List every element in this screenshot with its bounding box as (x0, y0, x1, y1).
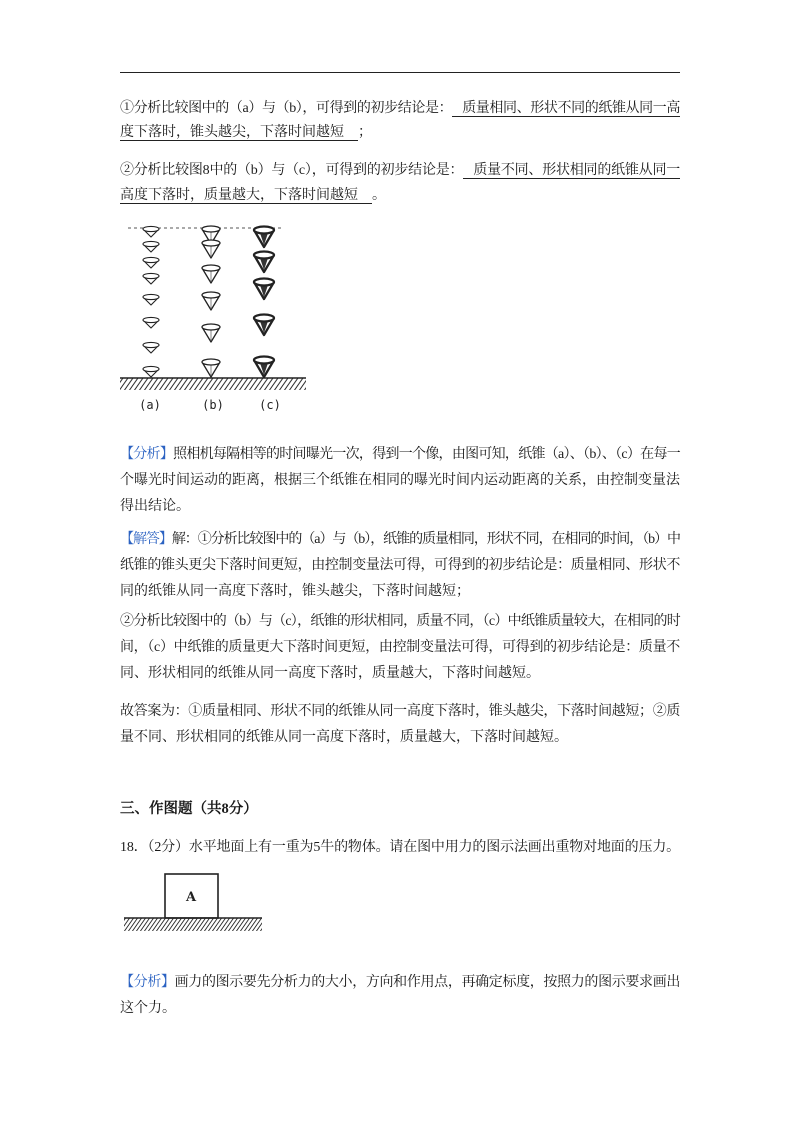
figure-label-b: (b) (202, 398, 224, 412)
paper-cone-rim (202, 226, 220, 232)
paper-cone-rim (254, 357, 274, 364)
conclusion-2-line-1 (120, 158, 680, 183)
paper-cone-a (143, 342, 159, 353)
conclusion-1-answer-part-1: 质量相同、形状不同的纸锥从同一高 (452, 101, 680, 117)
final-answer (120, 699, 680, 751)
paper-cone-rim (202, 324, 220, 330)
conclusion-2-prompt: ②分析比较图8中的（b）与（c），可得到的初步结论是： (120, 163, 464, 178)
figure-label-c: (c) (259, 398, 281, 412)
paper-cone-b (202, 292, 220, 310)
solution-part-2-line-2: 间，（c）中纸锥的质量更大下落时间更短，由控制变量法可得，可得到的初步结论是：质量不 (120, 640, 680, 655)
ground-hatching (124, 918, 262, 931)
paper-cone-c (254, 252, 274, 273)
analysis-18-label: 【分析】 (120, 975, 175, 990)
paper-cone-rim (143, 257, 159, 262)
ground-hatching (120, 378, 306, 390)
final-answer-line-2: 量不同、形状相同的纸锥从同一高度下落时，质量越大，下落时间越短。 (120, 730, 568, 745)
figure-label-a: (a) (139, 398, 161, 412)
paper-cone-b (202, 359, 220, 377)
paper-cone-c (254, 227, 274, 248)
paper-cone-rim (143, 273, 159, 278)
solution-section (120, 527, 680, 605)
conclusion-2-line-2 (120, 183, 680, 208)
paper-cone-rim (254, 252, 274, 259)
analysis-18-text-1: 画力的图示要先分析力的大小，方向和作用点，再确定标度，按照力的图示要求画出 (174, 975, 681, 990)
analysis-text-1: 照相机每隔相等的时间曝光一次，得到一个像，由图可知，纸锥（a）、（b）、（c）在每一 (173, 447, 680, 462)
solution-part-2-line-3: 同、形状相同的纸锥从同一高度下落时，质量越大，下落时间越短。 (120, 666, 540, 681)
question-18 (120, 835, 680, 861)
conclusion-2-answer-part-1: 质量不同、形状相同的纸锥从同一 (463, 163, 680, 179)
solution-text-1: 解：①分析比较图中的（a）与（b），纸锥的质量相同，形状不同，在相同的时间，（b）中 (171, 532, 681, 547)
analysis-label: 【分析】 (120, 447, 174, 462)
analysis-line-1 (120, 442, 680, 468)
final-answer-line-1: 故答案为：①质量相同、形状不同的纸锥从同一高度下落时，锥头越尖，下落时间越短；②质 (120, 704, 681, 719)
conclusion-1-answer-part-2: 度下落时，锥头越尖，下落时间越短 (120, 125, 358, 141)
paper-cone-rim (143, 317, 159, 322)
paper-cone-rim (202, 292, 220, 298)
paper-cone-rim (254, 279, 274, 286)
paper-cone-a (143, 226, 159, 237)
paper-cone-a (143, 366, 159, 377)
paper-cone-b (202, 240, 220, 258)
top-rule (120, 72, 680, 73)
paper-cone-b (202, 324, 220, 342)
analysis-18-section (120, 970, 680, 1022)
section-heading (120, 796, 680, 822)
solution-line-2: 纸锥的锥头更尖下落时间更短，由控制变量法可得，可得到的初步结论是：质量相同、形状不 (120, 558, 681, 573)
paper-cone-rim (143, 294, 159, 299)
paper-cone-rim (254, 315, 274, 322)
paper-cone-a (143, 294, 159, 305)
analysis-18-line-1 (120, 970, 680, 996)
block-label: A (185, 890, 197, 905)
solution-part-2-line-1: ②分析比较图中的（b）与（c），纸锥的形状相同，质量不同，（c）中纸锥质量较大，在相同的时 (120, 614, 680, 629)
solution-part-2 (120, 609, 680, 687)
paper-cone-c (254, 279, 274, 300)
paper-cone-c (254, 357, 274, 378)
paper-cone-rim (143, 342, 159, 347)
block-on-ground-figure (120, 866, 270, 938)
paper-cone-a (143, 257, 159, 268)
conclusion-1-line-1 (120, 97, 680, 121)
paper-cone-rim (254, 227, 274, 234)
analysis-18-line-2: 这个力。 (120, 1001, 176, 1016)
analysis-line-3: 得出结论。 (120, 499, 190, 514)
paper-cone-rim (143, 366, 159, 371)
conclusion-2-punctuation: 。 (372, 188, 386, 203)
paper-cone-rim (202, 265, 220, 271)
analysis-line-2: 个曝光时间运动的距离，根据三个纸锥在相同的曝光时间内运动距离的关系，由控制变量法 (120, 473, 680, 488)
conclusion-2 (120, 158, 680, 208)
falling-cones-figure (118, 218, 318, 418)
conclusion-1-punctuation: ； (358, 125, 372, 140)
paper-cone-b (202, 265, 220, 283)
paper-cone-c (254, 315, 274, 336)
paper-cone-rim (202, 359, 220, 365)
analysis-section (120, 442, 680, 520)
paper-cone-rim (202, 240, 220, 246)
conclusion-1-line-2 (120, 121, 680, 145)
cone-columns (143, 226, 274, 377)
solution-line-3: 同的纸锥从同一高度下落时，锥头越尖，下落时间越短； (120, 584, 470, 599)
section-heading-text: 三、作图题（共8分） (120, 801, 258, 817)
conclusion-1 (120, 97, 680, 145)
paper-cone-a (143, 241, 159, 252)
solution-line-1 (120, 527, 680, 553)
conclusion-1-prompt: ①分析比较图中的（a）与（b），可得到的初步结论是： (120, 101, 453, 116)
question-18-text: 18．（2分）水平地面上有一重为5牛的物体。请在图中用力的图示法画出重物对地面的压力。 (120, 840, 680, 855)
solution-label: 【解答】 (120, 532, 172, 547)
paper-cone-rim (143, 241, 159, 246)
paper-cone-a (143, 273, 159, 284)
paper-cone-rim (143, 226, 159, 231)
conclusion-2-answer-part-2: 高度下落时，质量越大，下落时间越短 (120, 188, 372, 204)
paper-cone-a (143, 317, 159, 328)
